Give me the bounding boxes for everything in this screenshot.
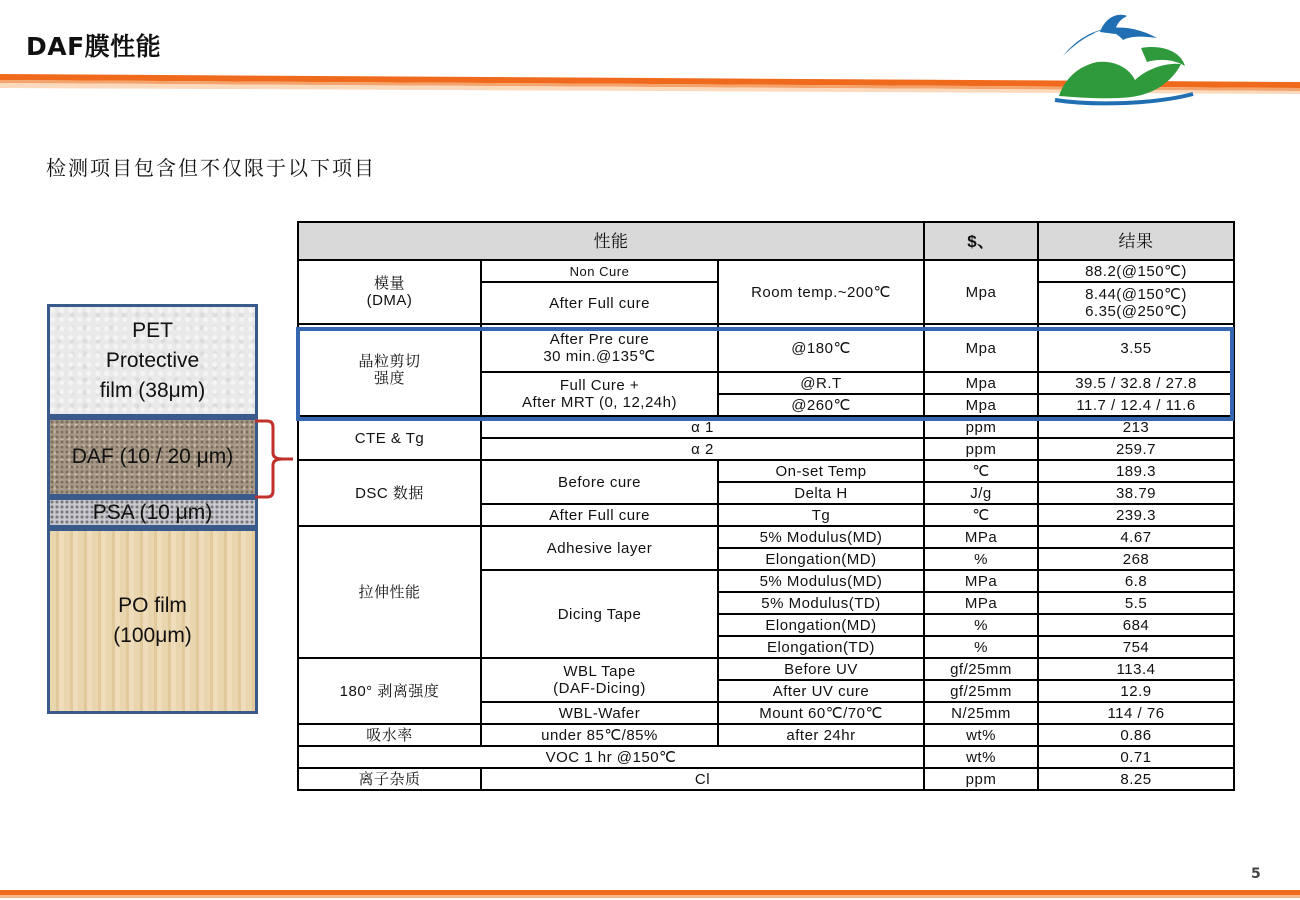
header-result: 结果 [1038, 222, 1234, 260]
layer-pet [47, 304, 258, 417]
layer-pet-line2: Protective [105, 348, 200, 372]
dsc-tg-result: 239.3 [1038, 504, 1234, 526]
dsc-label: DSC 数据 [298, 460, 481, 526]
cte-a1-unit: ppm [924, 416, 1038, 438]
die-shear-260-unit: Mpa [924, 394, 1038, 416]
dsc-onset-unit: ℃ [924, 460, 1038, 482]
voc-unit: wt% [924, 746, 1038, 768]
die-shear-rt-cond: @R.T [718, 372, 924, 394]
die-shear-label [298, 324, 481, 416]
table-row [298, 460, 1234, 482]
cte-a2-result: 259.7 [1038, 438, 1234, 460]
peel-wbl-tape [481, 658, 718, 702]
header-unit: $、 [924, 222, 1038, 260]
tensile-adh-mod-unit: MPa [924, 526, 1038, 548]
tensile-adh-elong-unit: % [924, 548, 1038, 570]
modulus-label [298, 260, 481, 324]
dsc-tg-unit: ℃ [924, 504, 1038, 526]
cte-a1-result: 213 [1038, 416, 1234, 438]
peel-after-uv-result: 12.9 [1038, 680, 1234, 702]
peel-mount-unit: N/25mm [924, 702, 1038, 724]
table-row [298, 324, 1234, 372]
die-shear-260-cond: @260℃ [718, 394, 924, 416]
properties-table [297, 221, 1235, 791]
modulus-label-line1: 模量 [373, 275, 405, 292]
dsc-delta-h-unit: J/g [924, 482, 1038, 504]
water-result: 0.86 [1038, 724, 1234, 746]
layer-daf [47, 417, 258, 497]
modulus-unit: Mpa [924, 260, 1038, 324]
tensile-dt-el-td-unit: % [924, 636, 1038, 658]
modulus-condition: Room temp.~200℃ [718, 260, 924, 324]
die-shear-pre-cure-result: 3.55 [1038, 324, 1234, 372]
page-number: 5 [1251, 866, 1261, 882]
layer-po [47, 528, 258, 714]
tensile-dt-el-md-result: 684 [1038, 614, 1234, 636]
daf-bracket-icon [253, 419, 293, 499]
table-row [298, 724, 1234, 746]
die-shear-pre-cure [481, 324, 718, 372]
peel-wbl-tape-line2: (DAF-Dicing) [553, 680, 646, 697]
table-row [298, 526, 1234, 548]
peel-mount: Mount 60℃/70℃ [718, 702, 924, 724]
modulus-result-2 [1038, 282, 1234, 324]
ionic-result: 8.25 [1038, 768, 1234, 790]
peel-after-uv: After UV cure [718, 680, 924, 702]
cte-a2-unit: ppm [924, 438, 1038, 460]
peel-label: 180° 剥离强度 [298, 658, 481, 724]
cte-label: CTE & Tg [298, 416, 481, 460]
tensile-dt-mod-td: 5% Modulus(TD) [718, 592, 924, 614]
die-shear-full-cure-line2: After MRT (0, 12,24h) [521, 394, 677, 411]
voc-label: VOC 1 hr @150℃ [298, 746, 924, 768]
tensile-adh-elong: Elongation(MD) [718, 548, 924, 570]
peel-before-uv: Before UV [718, 658, 924, 680]
die-shear-260-result: 11.7 / 12.4 / 11.6 [1038, 394, 1234, 416]
layer-pet-line1: PET [132, 318, 173, 342]
tensile-dt-el-td: Elongation(TD) [718, 636, 924, 658]
table-row [298, 260, 1234, 282]
table-row [298, 746, 1234, 768]
dsc-onset: On-set Temp [718, 460, 924, 482]
layer-daf-label: DAF (10 / 20 μm) [71, 445, 234, 468]
table-row [298, 416, 1234, 438]
voc-result: 0.71 [1038, 746, 1234, 768]
tensile-adh-elong-result: 268 [1038, 548, 1234, 570]
peel-before-uv-result: 113.4 [1038, 658, 1234, 680]
modulus-result-1: 88.2(@150℃) [1038, 260, 1234, 282]
peel-wbl-tape-line1: WBL Tape [563, 663, 636, 680]
table-row [298, 768, 1234, 790]
water-label: 吸水率 [298, 724, 481, 746]
modulus-label-line2: (DMA) [366, 292, 413, 309]
page-title: DAF膜性能 [26, 32, 162, 61]
tensile-dt-el-md-unit: % [924, 614, 1038, 636]
water-unit: wt% [924, 724, 1038, 746]
tensile-dt-el-td-result: 754 [1038, 636, 1234, 658]
layer-psa [47, 497, 258, 528]
tensile-adhesive: Adhesive layer [481, 526, 718, 570]
tensile-dt-mod-td-result: 5.5 [1038, 592, 1234, 614]
layer-po-line1: PO film [118, 594, 187, 617]
subtitle: 检测项目包含但不仅限于以下项目 [46, 156, 376, 180]
layer-pet-line3: film (38μm) [99, 378, 206, 402]
die-shear-pre-cure-line2: 30 min.@135℃ [543, 348, 656, 365]
layer-po-line2: (100μm) [113, 624, 192, 647]
water-cond: under 85℃/85% [481, 724, 718, 746]
tensile-dt-mod-md: 5% Modulus(MD) [718, 570, 924, 592]
dsc-before-cure: Before cure [481, 460, 718, 504]
ionic-unit: ppm [924, 768, 1038, 790]
die-shear-pre-cure-line1: After Pre cure [549, 331, 650, 348]
water-time: after 24hr [718, 724, 924, 746]
modulus-after-full-cure: After Full cure [481, 282, 718, 324]
tensile-adh-mod: 5% Modulus(MD) [718, 526, 924, 548]
header-property: 性能 [298, 222, 924, 260]
dsc-tg: Tg [718, 504, 924, 526]
ionic-element: Cl [481, 768, 924, 790]
tensile-dicing: Dicing Tape [481, 570, 718, 658]
tensile-dt-el-md: Elongation(MD) [718, 614, 924, 636]
die-shear-full-cure-line1: Full Cure + [559, 377, 640, 394]
die-shear-label-line1: 晶粒剪切 [358, 353, 421, 370]
footer-stripe [0, 888, 1300, 900]
die-shear-full-cure [481, 372, 718, 416]
dsc-onset-result: 189.3 [1038, 460, 1234, 482]
cte-a1: α 1 [481, 416, 924, 438]
tensile-dt-mod-td-unit: MPa [924, 592, 1038, 614]
modulus-result-2-line2: 6.35(@250℃) [1085, 303, 1187, 320]
cte-a2: α 2 [481, 438, 924, 460]
dsc-after-full-cure: After Full cure [481, 504, 718, 526]
tensile-adh-mod-result: 4.67 [1038, 526, 1234, 548]
tensile-label: 拉伸性能 [298, 526, 481, 658]
table-row [298, 658, 1234, 680]
ionic-label: 离子杂质 [298, 768, 481, 790]
peel-mount-result: 114 / 76 [1038, 702, 1234, 724]
peel-after-uv-unit: gf/25mm [924, 680, 1038, 702]
dsc-delta-h-result: 38.79 [1038, 482, 1234, 504]
table-header-row [298, 222, 1234, 260]
die-shear-pre-cure-unit: Mpa [924, 324, 1038, 372]
peel-wbl-wafer: WBL-Wafer [481, 702, 718, 724]
die-shear-label-line2: 强度 [373, 370, 405, 387]
layer-psa-label: PSA (10 μm) [92, 500, 213, 524]
dsc-delta-h: Delta H [718, 482, 924, 504]
die-shear-rt-result: 39.5 / 32.8 / 27.8 [1038, 372, 1234, 394]
die-shear-rt-unit: Mpa [924, 372, 1038, 394]
modulus-result-2-line1: 8.44(@150℃) [1085, 286, 1187, 303]
tensile-dt-mod-md-unit: MPa [924, 570, 1038, 592]
modulus-non-cure: Non Cure [481, 260, 718, 282]
peel-before-uv-unit: gf/25mm [924, 658, 1038, 680]
company-logo-icon [1045, 8, 1195, 108]
tensile-dt-mod-md-result: 6.8 [1038, 570, 1234, 592]
die-shear-pre-cure-cond: @180℃ [718, 324, 924, 372]
